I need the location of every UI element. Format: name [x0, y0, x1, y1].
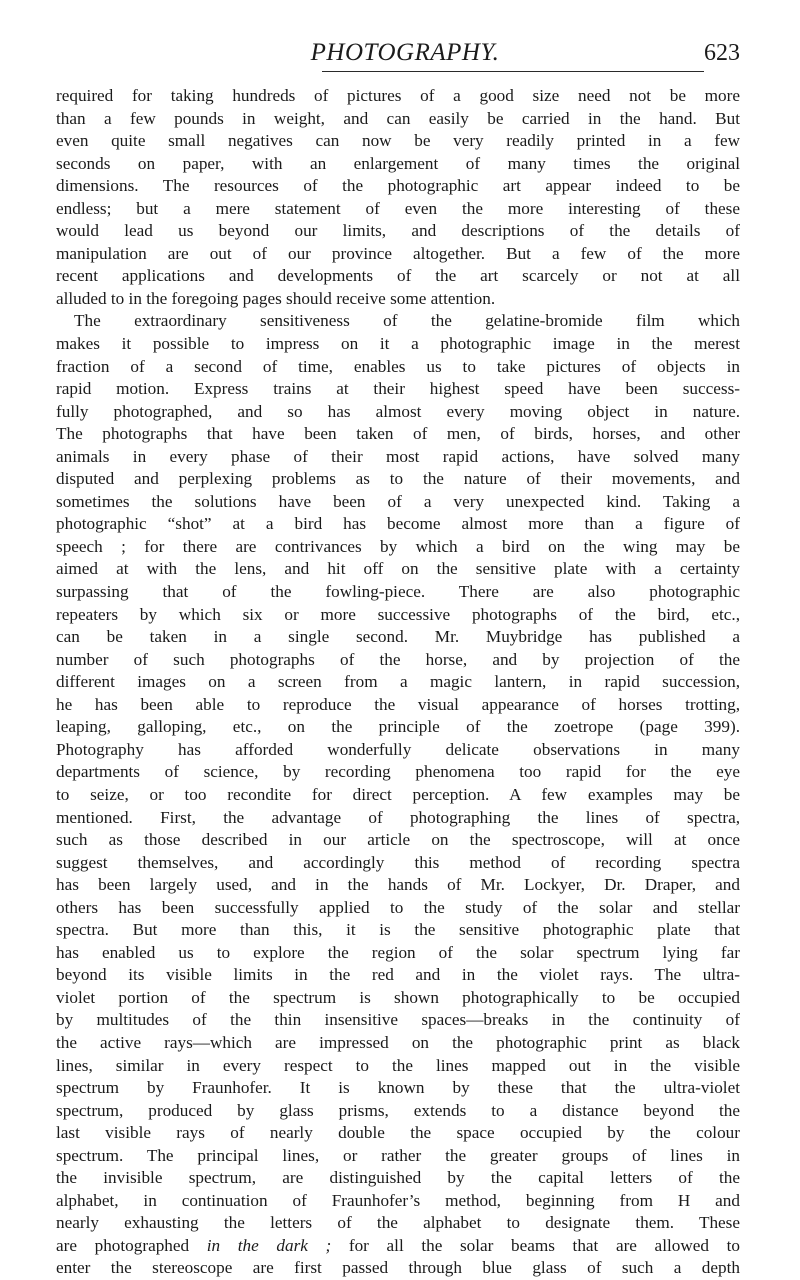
text-line: the invisible spectrum, are distinguished by the capital letters of the	[56, 1168, 740, 1188]
text-line: enter the stereoscope are first passed through blue glass of such a depth	[56, 1258, 740, 1278]
text-line: even quite small negatives can now be very readily printed in a few	[56, 131, 740, 151]
text-line: different images on a screen from a magic lantern, in rapid succession,	[56, 672, 740, 692]
text-line: surpassing that of the fowling-piece. There are also photographic	[56, 582, 740, 602]
text-line: fully photographed, and so has almost every moving object in nature.	[56, 401, 740, 421]
text-line: such as those described in our article on the spectroscope, will at once	[56, 830, 740, 850]
text-segment: are photographed	[56, 1235, 207, 1255]
page-number: 623	[704, 40, 740, 66]
text-line: fraction of a second of time, enables us to take pictures of objects in	[56, 356, 740, 376]
text-line: photographic “shot” at a bird has become almost more than a figure of	[56, 514, 740, 534]
body-text	[56, 85, 740, 1280]
text-line: required for taking hundreds of pictures of a good size need not be more	[56, 86, 740, 105]
text-line: sometimes the solutions have been of a very unexpected kind. Taking a	[56, 491, 740, 511]
text-line: dimensions. The resources of the photographic art appear indeed to be	[56, 176, 740, 196]
text-line: would lead us beyond our limits, and descriptions of the details of	[56, 221, 740, 241]
text-line: spectrum by Fraunhofer. It is known by these that the ultra-violet	[56, 1078, 740, 1098]
text-line: lines, similar in every respect to the lines mapped out in the visible	[56, 1055, 740, 1075]
text-line: he has been able to reproduce the visual appearance of horses trotting,	[56, 694, 740, 714]
text-line: spectrum, produced by glass prisms, extends to a distance beyond the	[56, 1100, 740, 1120]
text-line: spectra. But more than this, it is the sensitive photographic plate that	[56, 920, 740, 940]
text-line: seconds on paper, with an enlargement of many times the original	[56, 153, 740, 173]
text-line: by multitudes of the thin insensitive spaces—breaks in the continuity of	[56, 1010, 740, 1030]
text-line: has been largely used, and in the hands of Mr. Lockyer, Dr. Draper, and	[56, 875, 740, 895]
text-line: recent applications and developments of the art scarcely or not at all	[56, 266, 740, 286]
text-line: the active rays—which are impressed on the photographic print as black	[56, 1032, 740, 1052]
text-line: has enabled us to explore the region of the solar spectrum lying far	[56, 942, 740, 962]
page-header	[70, 38, 740, 78]
text-line: beyond its visible limits in the red and in the violet rays. The ultra-	[56, 965, 740, 985]
text-line: others has been successfully applied to the study of the solar and stellar	[56, 897, 740, 917]
text-line: suggest themselves, and accordingly this method of recording spectra	[56, 852, 740, 872]
text-line: nearly exhausting the letters of the alphabet to designate them. These	[56, 1213, 740, 1233]
text-line: disputed and perplexing problems as to the nature of their movements, and	[56, 469, 740, 489]
text-segment: for all the solar beams that are allowed to	[331, 1235, 740, 1255]
paragraph-2	[56, 310, 740, 1280]
text-line: Photography has afforded wonderfully delicate observations in many	[56, 739, 740, 759]
text-line: rapid motion. Express trains at their highest speed have been success-	[56, 379, 740, 399]
text-line: mentioned. First, the advantage of photographing the lines of spectra,	[56, 807, 740, 827]
text-line: endless; but a mere statement of even the more interesting of these	[56, 198, 740, 218]
text-line: manipulation are out of our province altogether. But a few of the more	[56, 243, 740, 263]
running-head: PHOTOGRAPHY.	[310, 39, 500, 66]
text-line: aimed at with the lens, and hit off on the sensitive plate with a certainty	[56, 559, 740, 579]
text-line: can be taken in a single second. Mr. Muybridge has published a	[56, 627, 740, 647]
text-line: leaping, galloping, etc., on the principle of the zoetrope (page 399).	[56, 717, 740, 737]
text-line: violet portion of the spectrum is shown photographically to be occupied	[56, 987, 740, 1007]
text-line: alphabet, in continuation of Fraunhofer’s method, beginning from H and	[56, 1190, 740, 1210]
text-line: than a few pounds in weight, and can easily be carried in the hand. But	[56, 108, 740, 128]
text-line: alluded to in the foregoing pages should receive some attention.	[56, 288, 496, 308]
text-line: spectrum. The principal lines, or rather the greater groups of lines in	[56, 1145, 740, 1165]
text-line: repeaters by which six or more successive photographs of the bird, etc.,	[56, 604, 740, 624]
text-line: makes it possible to impress on it a photographic image in the merest	[56, 334, 740, 354]
text-line: last visible rays of nearly double the space occupied by the colour	[56, 1123, 740, 1143]
italic-phrase: in the dark ;	[206, 1235, 332, 1255]
text-line: The photographs that have been taken of men, of birds, horses, and other	[56, 424, 740, 444]
text-line-italic-phrase	[56, 1235, 740, 1258]
text-line: animals in every phase of their most rapid actions, have solved many	[56, 446, 740, 466]
text-line: number of such photographs of the horse, and by projection of the	[56, 649, 740, 669]
header-rule	[322, 71, 704, 72]
text-line: to seize, or too recondite for direct perception. A few examples may be	[56, 784, 740, 804]
text-line: departments of science, by recording phenomena too rapid for the eye	[56, 762, 740, 782]
text-line: The extraordinary sensitiveness of the gelatine-bromide film which	[74, 311, 740, 331]
text-line: speech ; for there are contrivances by which a bird on the wing may be	[56, 536, 740, 556]
paragraph-1	[56, 85, 740, 310]
